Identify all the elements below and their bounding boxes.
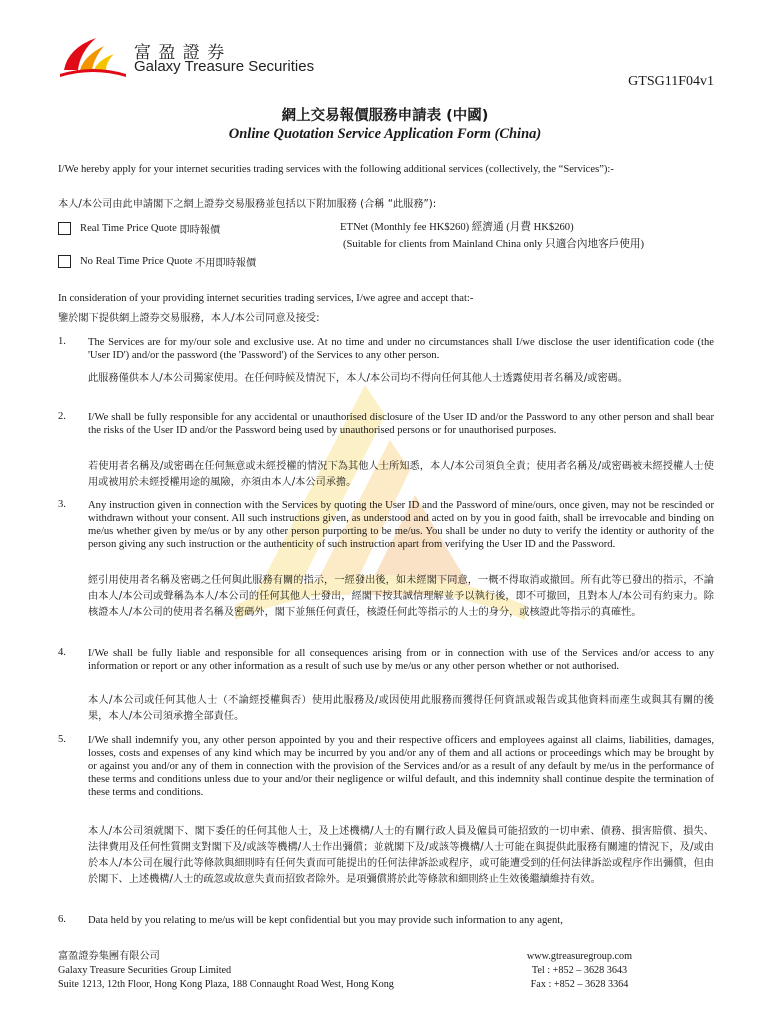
real-time-quote-label-cn: 即時報價: [179, 225, 221, 236]
form-title-english: Online Quotation Service Application Form (China): [228, 126, 542, 142]
footer-website-link[interactable]: www.gtreasuregroup.com: [526, 951, 633, 962]
clause-5-chinese: 本人/本公司須就閣下、閣下委任的任何其他人士，及上述機構/人士的有關行政人員及僱員可能招致的一切申索、債務、損害賠償、損失、法律費用及任何性質開支對閣下及/或該等機構/人士作出彌償；並就閣下及/或該等機構/人士可能在與提供此服務有關連的情況下，及/或由於本人/本公司在履行此等條款與細則時有任何失責而可能提出的任何法律訴訟或程序，或可能遭受到的任何法律訴訟或程序作出彌償，但由於閣下、上述機構/人士的疏忽或故意失責而招致者除外。是項彌償將於此等條款和細則終止生效後繼續維持有效。: [88, 826, 714, 885]
clause-1-english: The Services are for my/our sole and exclusive use. At no time and under no circumstances shall I/we disclose the user identification code (the 'User ID') and/or the password (the 'Password') of the Services to any other person.: [88, 337, 714, 361]
form-code: GTSG11F04v1: [628, 74, 714, 89]
clause-number: 4.: [58, 647, 66, 658]
footer-telephone: Tel : +852 – 3628 3643: [531, 965, 628, 976]
clause-number: 1.: [58, 336, 66, 347]
consideration-english: In consideration of your providing internet securities trading services, I/we agree and accept that:-: [58, 293, 474, 304]
clause-5-english: I/We shall indemnify you, any other person appointed by you and their respective officers and employees against all claims, liabilities, damages, losses, costs and expenses of any kind which may be incurred by you and/or any of them and all actions or proceedings which may be brought by or against you and/or any of them in connection with the provision of the Services and/or as a result of any default by me/us in the performance of these terms and conditions unless due to your and/or their negligence or wilful default, and this indemnity shall continue despite the termination of these terms and conditions.: [88, 735, 714, 798]
intro-english: I/We hereby apply for your internet securities trading services with the following additional services (collectively, the “Services”):-: [58, 164, 614, 175]
footer-company-info: [58, 950, 394, 992]
clause-number: 6.: [58, 914, 66, 925]
footer-fax: Fax : +852 – 3628 3364: [530, 979, 629, 990]
clause-4-english: I/We shall be fully liable and responsible for all consequences arising from or in connection with use of the Services and/or access to any information or report or any other information as a result of such use by me/us or any other person whether or not authorised.: [88, 648, 714, 672]
option-no-real-time-quote[interactable]: [58, 254, 256, 269]
clause-1-chinese: 此服務僅供本人/本公司獨家使用。在任何時候及情況下，本人/本公司均不得向任何其他人士透露使用者名稱及/或密碼。: [88, 373, 629, 384]
footer-address: Suite 1213, 12th Floor, Hong Kong Plaza, 188 Connaught Road West, Hong Kong: [58, 979, 394, 990]
etnet-service-note: (Suitable for clients from Mainland China only 只適合內地客戶使用): [343, 239, 644, 250]
form-title-chinese: 網上交易報價服務申請表 (中國): [281, 108, 489, 124]
clause-3-english: Any instruction given in connection with the Services by quoting the User ID and the Password of mine/ours, once given, may not be rescinded or withdrawn without your consent. All such instructions given, as understood and acted on by you in good faith, shall be irrevocable and binding on me/us whether given by me/us or by any other person purporting to be me/us. You shall be under no duty to verify the identity or authority of the person giving any such instruction or the authenticity of such instruction apart from verifying the User ID and the Password.: [88, 500, 714, 550]
clause-number: 5.: [58, 734, 66, 745]
clause-2-chinese: 若使用者名稱及/或密碼在任何無意或未經授權的情況下為其他人士所知悉，本人/本公司須負全責；使用者名稱及/或密碼被未經授權人士使用或被用於未經授權用途的風險，亦須由本人/本公司承擔。: [88, 461, 714, 488]
footer-contact-info: [487, 950, 672, 992]
footer-company-name-en: Galaxy Treasure Securities Group Limited: [58, 965, 232, 976]
clause-3-chinese: 經引用使用者名稱及密碼之任何與此服務有關的指示，一經發出後，如未經閣下同意，一概不得取消或撤回。所有此等已發出的指示，不論由本人/本公司或聲稱為本人/本公司的任何其他人士發出，經閣下按其誠信理解並予以執行後，即不可撤回，且對本人/本公司有約束力。除核證本人/本公司的使用者名稱及密碼外，閣下並無任何責任，核證任何此等指示的人士的身分，或核證此等指示的真確性。: [88, 575, 714, 618]
clause-2-english: I/We shall be fully responsible for any accidental or unauthorised disclosure of the User ID and/or the Password to any other person and shall bear the risks of the User ID and/or the Password being used by unauthorised persons or for unauthorised purposes.: [88, 412, 714, 436]
clause-6-english: Data held by you relating to me/us will be kept confidential but you may provide such information to any agent,: [88, 915, 563, 926]
etnet-service-line: ETNet (Monthly fee HK$260) 經濟通 (月費 HK$260): [340, 222, 574, 233]
footer-company-name-cn: 富盈證券集團有限公司: [58, 951, 160, 962]
no-real-time-quote-checkbox[interactable]: [58, 255, 71, 268]
intro-chinese: 本人/本公司由此申請閣下之網上證券交易服務並包括以下附加服務 (合稱 “此服務”):: [58, 199, 437, 210]
clause-number: 2.: [58, 411, 66, 422]
clause-4-chinese: 本人/本公司或任何其他人士（不論經授權與否）使用此服務及/或因使用此服務而獲得任何資訊或報告或其他資料而產生或與其有關的後果，本人/本公司須承擔全部責任。: [88, 695, 714, 722]
brand-name-chinese: 富 盈 證 券: [134, 43, 226, 63]
no-real-time-quote-label-cn: 不用即時報價: [195, 258, 257, 269]
real-time-quote-checkbox[interactable]: [58, 222, 71, 235]
clause-number: 3.: [58, 499, 66, 510]
consideration-chinese: 鑒於閣下提供網上證券交易服務，本人/本公司同意及接受:: [58, 313, 320, 324]
real-time-quote-label: Real Time Price Quote: [80, 223, 177, 234]
company-logo-icon: [58, 30, 128, 80]
no-real-time-quote-label: No Real Time Price Quote: [80, 256, 193, 267]
brand-name-english: Galaxy Treasure Securities: [134, 58, 315, 75]
option-real-time-quote[interactable]: [58, 221, 220, 236]
